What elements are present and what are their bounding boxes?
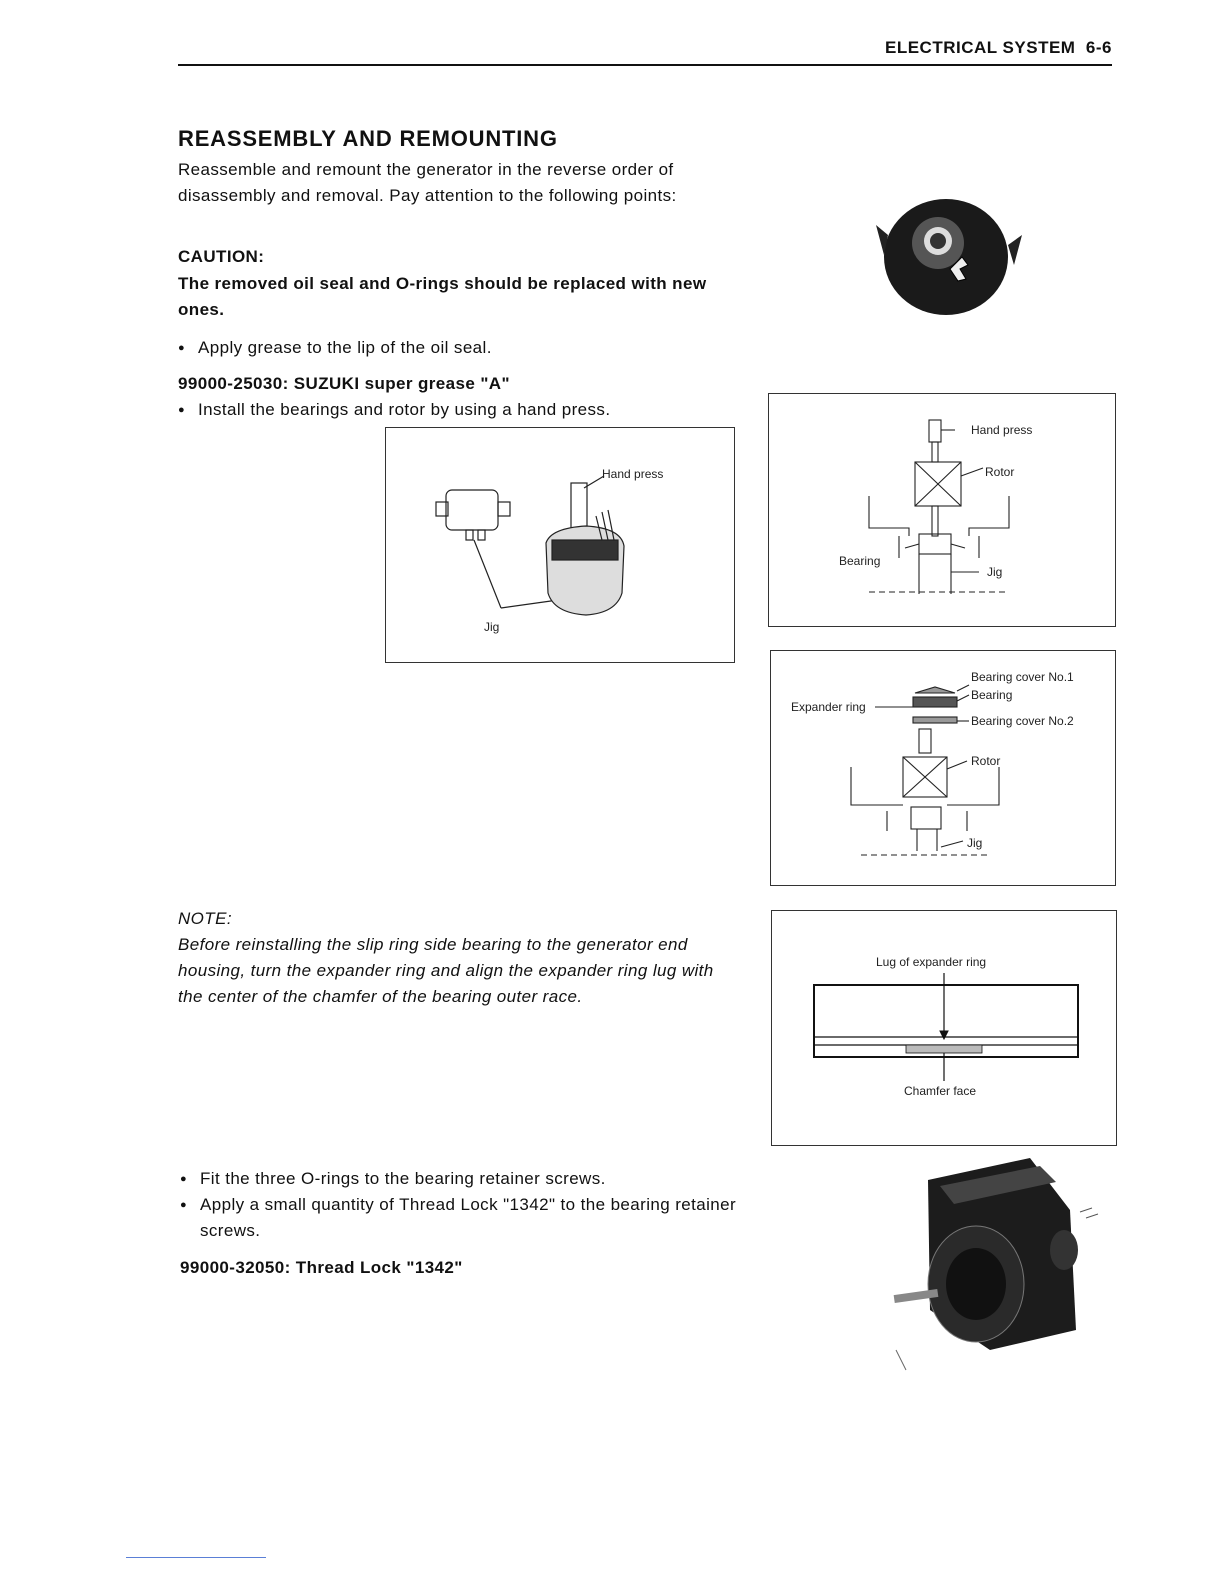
hand-press-figure: [385, 427, 735, 663]
running-header: [885, 38, 1112, 58]
step-apply-threadlock: ● Apply a small quantity of Thread Lock "1342" to the bearing retainer screws.: [180, 1192, 756, 1244]
label-expander-ring: Expander ring: [791, 700, 866, 714]
label-jig: Jig: [967, 836, 983, 850]
caution-text: The removed oil seal and O-rings should be replaced with new ones.: [178, 274, 707, 319]
hand-press-illustration: [386, 428, 734, 662]
label-rotor: Rotor: [985, 465, 1015, 479]
expander-diagram: [771, 651, 1115, 885]
section-title: REASSEMBLY AND REMOUNTING: [178, 126, 558, 151]
generator-photo: [880, 1150, 1104, 1376]
expander-diagram-figure: [770, 650, 1116, 886]
label-bearing-cover-1: Bearing cover No.1: [971, 670, 1074, 684]
note-label: NOTE:: [178, 909, 232, 928]
header-rule: [178, 64, 1112, 66]
header-page-number: 6-6: [1085, 38, 1112, 57]
lug-chamfer-diagram: [772, 911, 1116, 1145]
step-install-bearings: ● Install the bearings and rotor by using a hand press.: [178, 397, 758, 423]
label-lug: Lug of expander ring: [876, 955, 987, 969]
grease-reference: 99000-25030: SUZUKI super grease "A": [178, 374, 510, 393]
label-jig: Jig: [484, 620, 500, 634]
label-jig: Jig: [987, 565, 1003, 579]
generator-end-image: [868, 195, 1026, 325]
note-text: Before reinstalling the slip ring side bearing to the generator end housing, turn the expander ring and align the expander ring lug with the center of the chamfer of the bearing outer race.: [178, 935, 714, 1006]
intro-paragraph: Reassemble and remount the generator in the reverse order of disassembly and removal. Pay attention to the following points:: [178, 160, 677, 205]
header-section: ELECTRICAL SYSTEM: [884, 38, 1076, 57]
step-grease: ● Apply grease to the lip of the oil seal.: [178, 335, 758, 361]
footer-rule: [126, 1557, 266, 1558]
label-bearing-cover-2: Bearing cover No.2: [971, 714, 1074, 728]
threadlock-reference: 99000-32050: Thread Lock "1342": [180, 1258, 463, 1277]
step-fit-orings: ● Fit the three O-rings to the bearing retainer screws.: [180, 1166, 760, 1192]
label-bearing: Bearing: [839, 554, 881, 568]
label-chamfer: Chamfer face: [904, 1084, 977, 1098]
label-hand-press: Hand press: [971, 423, 1033, 437]
lug-chamfer-figure: [771, 910, 1117, 1146]
generator-end-photo: [868, 195, 1026, 325]
press-diagram-figure: [768, 393, 1116, 627]
generator-image: [880, 1150, 1104, 1376]
label-hand-press: Hand press: [602, 467, 664, 481]
caution-label: CAUTION:: [178, 247, 265, 266]
label-bearing: Bearing: [971, 688, 1013, 702]
press-diagram: [769, 394, 1115, 626]
label-rotor: Rotor: [971, 754, 1001, 768]
